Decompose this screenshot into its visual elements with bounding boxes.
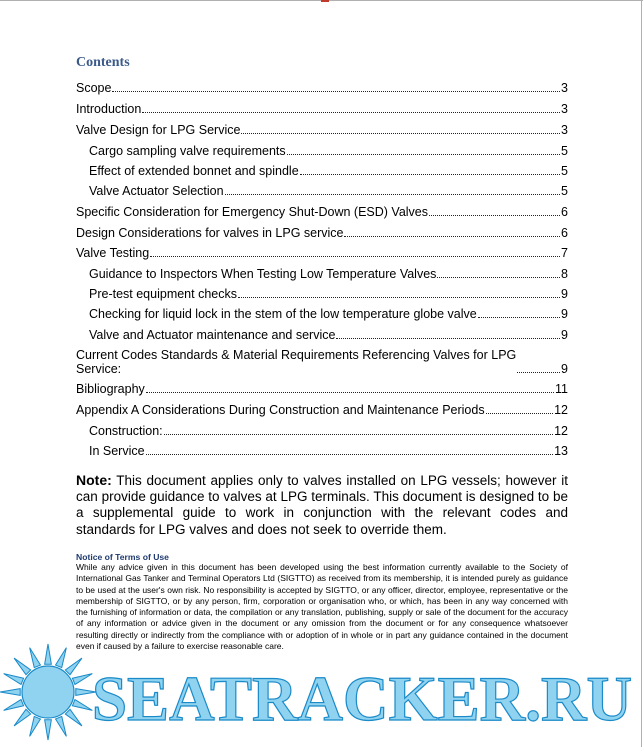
toc-leader-dots (241, 133, 560, 134)
sun-ray-icon (30, 648, 41, 668)
toc-leader-dots (112, 91, 560, 92)
toc-leader-dots (300, 174, 560, 175)
toc-page-number: 5 (561, 144, 568, 158)
toc-leader-dots (437, 277, 560, 278)
sun-ray-icon (4, 700, 24, 711)
terms-body: While any advice given in this document has been developed using the best information currently available to the Society of International Gas Tanker and Terminal Operators Ltd (SIGTTO) as received from its membership, it is intended purely as guidance to be used at the user's own risk. No responsibility is accepted by SIGTTO, or any officer, director, employee, representative or the membership of SIGTTO, or by any person, firm, corporation or organisation who, or which, has been in any way concerned with the furnishing of information or data, the compilation or any translation, publishing, supply or sale of the document for the accuracy of any information or advice given in the document or any omission from the document or for any consequence whatsoever resulting directly or indirectly from the compliance with or adoption of in whole or in part any guidance contained in the document even if caused by a failure to exercise reasonable care. (76, 562, 568, 652)
sun-ray-icon (72, 700, 92, 711)
note-paragraph (76, 472, 568, 538)
toc-entry[interactable] (76, 205, 568, 219)
toc-page-number: 5 (561, 164, 568, 178)
toc-entry-text: Introduction (76, 102, 142, 116)
toc-leader-dots (486, 413, 554, 414)
note-label: Note: (76, 472, 112, 488)
toc-leader-dots (164, 434, 553, 435)
sun-ray-icon (65, 658, 82, 675)
toc-page-number: 9 (561, 362, 568, 376)
sun-ray-icon (45, 720, 52, 740)
toc-entry-text: Valve Design for LPG Service (76, 123, 241, 137)
watermark (0, 628, 643, 747)
toc-entry-text: Appendix A Considerations During Construction and Maintenance Periods (76, 403, 485, 417)
sun-logo-icon (0, 644, 96, 740)
toc-leader-dots (150, 256, 560, 257)
toc-entry-text: Checking for liquid lock in the stem of the low temperature globe valve (89, 307, 477, 321)
toc-entry[interactable] (76, 444, 568, 458)
toc-entry-text-continued: Service: (76, 362, 122, 376)
toc-entry-text: Construction: (89, 424, 163, 438)
toc-page-number: 8 (561, 267, 568, 281)
toc-entry[interactable] (76, 287, 568, 301)
toc-page-number: 13 (554, 444, 568, 458)
toc-leader-dots (429, 215, 560, 216)
sun-ray-icon (56, 716, 67, 736)
toc-entry-text: Current Codes Standards & Material Requirements Referencing Valves for LPG (76, 348, 517, 362)
sun-ray-icon (72, 674, 92, 685)
toc-page-number: 7 (561, 246, 568, 260)
toc-entry[interactable] (76, 307, 568, 321)
toc-leader-dots (146, 454, 554, 455)
toc-leader-dots (225, 194, 560, 195)
toc-entry-text: Bibliography (76, 382, 145, 396)
toc-entry-text: Cargo sampling valve requirements (89, 144, 286, 158)
toc-leader-dots (146, 392, 554, 393)
toc-entry-text: In Service (89, 444, 145, 458)
toc-page-number: 9 (561, 287, 568, 301)
toc-entry-text: Guidance to Inspectors When Testing Low Temperature Valves (89, 267, 437, 281)
toc-leader-dots (142, 112, 560, 113)
toc-entry-text: Valve and Actuator maintenance and service (89, 328, 336, 342)
terms-title: Notice of Terms of Use (76, 552, 169, 562)
sun-ray-icon (14, 709, 31, 726)
toc-entry[interactable] (76, 184, 568, 198)
toc-entry[interactable] (76, 144, 568, 158)
toc-entry[interactable] (76, 382, 568, 396)
toc-entry[interactable] (76, 164, 568, 178)
toc-entry[interactable] (76, 267, 568, 281)
toc-entry[interactable] (76, 348, 568, 376)
toc-page-number: 9 (561, 307, 568, 321)
toc-entry[interactable] (76, 226, 568, 240)
toc-entry-text: Design Considerations for valves in LPG service (76, 226, 344, 240)
header-mark (321, 0, 329, 2)
sun-ray-icon (14, 658, 31, 675)
toc-page-number: 11 (555, 382, 568, 396)
sun-ray-icon (0, 689, 20, 696)
sun-ray-icon (30, 716, 41, 736)
toc-entry-text: Valve Actuator Selection (89, 184, 224, 198)
toc-page-number: 12 (554, 424, 568, 438)
toc-entry-text: Pre-test equipment checks (89, 287, 237, 301)
toc-leader-dots (238, 297, 560, 298)
toc-entry-text: Specific Consideration for Emergency Shut-Down (ESD) Valves (76, 205, 428, 219)
note-text: This document applies only to valves installed on LPG vessels; however it can provide guidance to valves at LPG terminals. This document is designed to be a supplemental guide to work in conjunction with the relevant codes and standards for LPG valves and does not seek to override them. (76, 473, 568, 537)
toc-page-number: 5 (561, 184, 568, 198)
toc-entry[interactable] (76, 424, 568, 438)
toc-leader-dots (336, 338, 560, 339)
watermark-text: SEATRACKER.RU (92, 663, 632, 734)
toc-page-number: 9 (561, 328, 568, 342)
sun-ray-icon (4, 674, 24, 685)
toc-leader-dots (344, 236, 560, 237)
toc-entry[interactable] (76, 123, 568, 137)
toc-title: Contents (76, 55, 130, 70)
toc-leader-dots (287, 154, 560, 155)
toc-entry[interactable] (76, 102, 568, 116)
toc-entry-text: Scope (76, 81, 112, 95)
toc-page-number: 3 (561, 81, 568, 95)
toc-page-number: 3 (561, 123, 568, 137)
toc-page-number: 12 (554, 403, 568, 417)
toc-page-number: 6 (561, 226, 568, 240)
toc-entry-text: Effect of extended bonnet and spindle (89, 164, 299, 178)
sun-ray-icon (56, 648, 67, 668)
toc-entry-text: Valve Testing (76, 246, 150, 260)
toc-entry[interactable] (76, 81, 568, 95)
sun-ray-icon (45, 644, 52, 664)
sun-ray-icon (65, 709, 82, 726)
toc-page-number: 6 (561, 205, 568, 219)
toc-leader-dots (517, 372, 560, 373)
toc-entry[interactable] (76, 246, 568, 260)
toc-entry[interactable] (76, 328, 568, 342)
toc-leader-dots (478, 317, 560, 318)
toc-page-number: 3 (561, 102, 568, 116)
toc-entry[interactable] (76, 403, 568, 417)
